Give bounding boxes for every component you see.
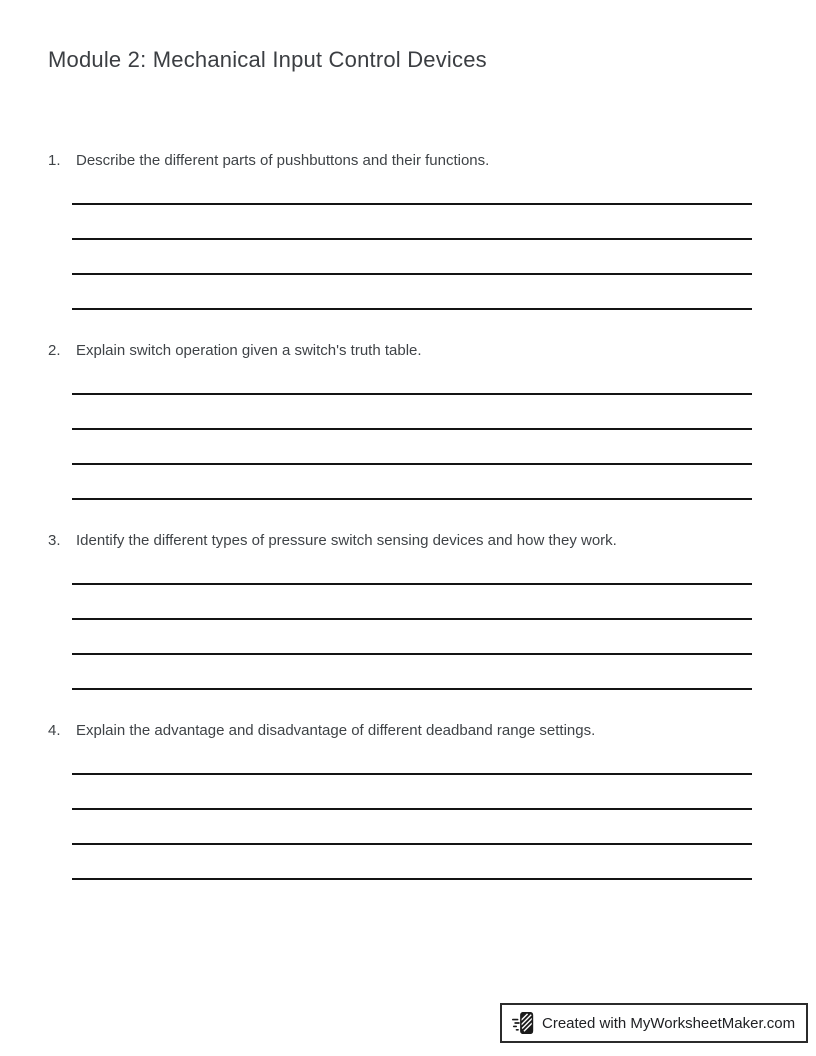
question-block bbox=[48, 342, 752, 500]
question-block bbox=[48, 152, 752, 310]
answer-line bbox=[72, 308, 752, 310]
page-title: Module 2: Mechanical Input Control Devices bbox=[48, 47, 487, 72]
question-number: 4. bbox=[48, 722, 61, 739]
question-number: 2. bbox=[48, 342, 61, 359]
question-head bbox=[48, 152, 752, 170]
answer-line bbox=[72, 238, 752, 240]
question-text: Identify the different types of pressure switch sensing devices and how they work. bbox=[76, 532, 617, 549]
answer-line bbox=[72, 393, 752, 395]
question-text: Describe the different parts of pushbuttons and their functions. bbox=[76, 152, 490, 169]
answer-line bbox=[72, 203, 752, 205]
answer-line bbox=[72, 808, 752, 810]
footer-text: Created with MyWorksheetMaker.com bbox=[542, 1014, 796, 1032]
question-number: 1. bbox=[48, 152, 61, 169]
answer-area bbox=[48, 393, 752, 500]
question-head bbox=[48, 532, 752, 550]
answer-line bbox=[72, 463, 752, 465]
answer-area bbox=[48, 583, 752, 690]
question-text: Explain the advantage and disadvantage of different deadband range settings. bbox=[76, 722, 596, 739]
question-list bbox=[48, 152, 752, 912]
answer-area bbox=[48, 773, 752, 880]
answer-line bbox=[72, 428, 752, 430]
worksheet-maker-logo-icon bbox=[512, 1010, 534, 1036]
answer-line bbox=[72, 773, 752, 775]
answer-line bbox=[72, 878, 752, 880]
footer-badge[interactable] bbox=[500, 1003, 808, 1043]
answer-line bbox=[72, 688, 752, 690]
question-head bbox=[48, 342, 752, 360]
answer-line bbox=[72, 498, 752, 500]
answer-area bbox=[48, 203, 752, 310]
question-head bbox=[48, 722, 752, 740]
question-text: Explain switch operation given a switch's truth table. bbox=[76, 342, 422, 359]
answer-line bbox=[72, 273, 752, 275]
answer-line bbox=[72, 618, 752, 620]
answer-line bbox=[72, 653, 752, 655]
answer-line bbox=[72, 843, 752, 845]
question-number: 3. bbox=[48, 532, 61, 549]
answer-line bbox=[72, 583, 752, 585]
question-block bbox=[48, 722, 752, 880]
question-block bbox=[48, 532, 752, 690]
